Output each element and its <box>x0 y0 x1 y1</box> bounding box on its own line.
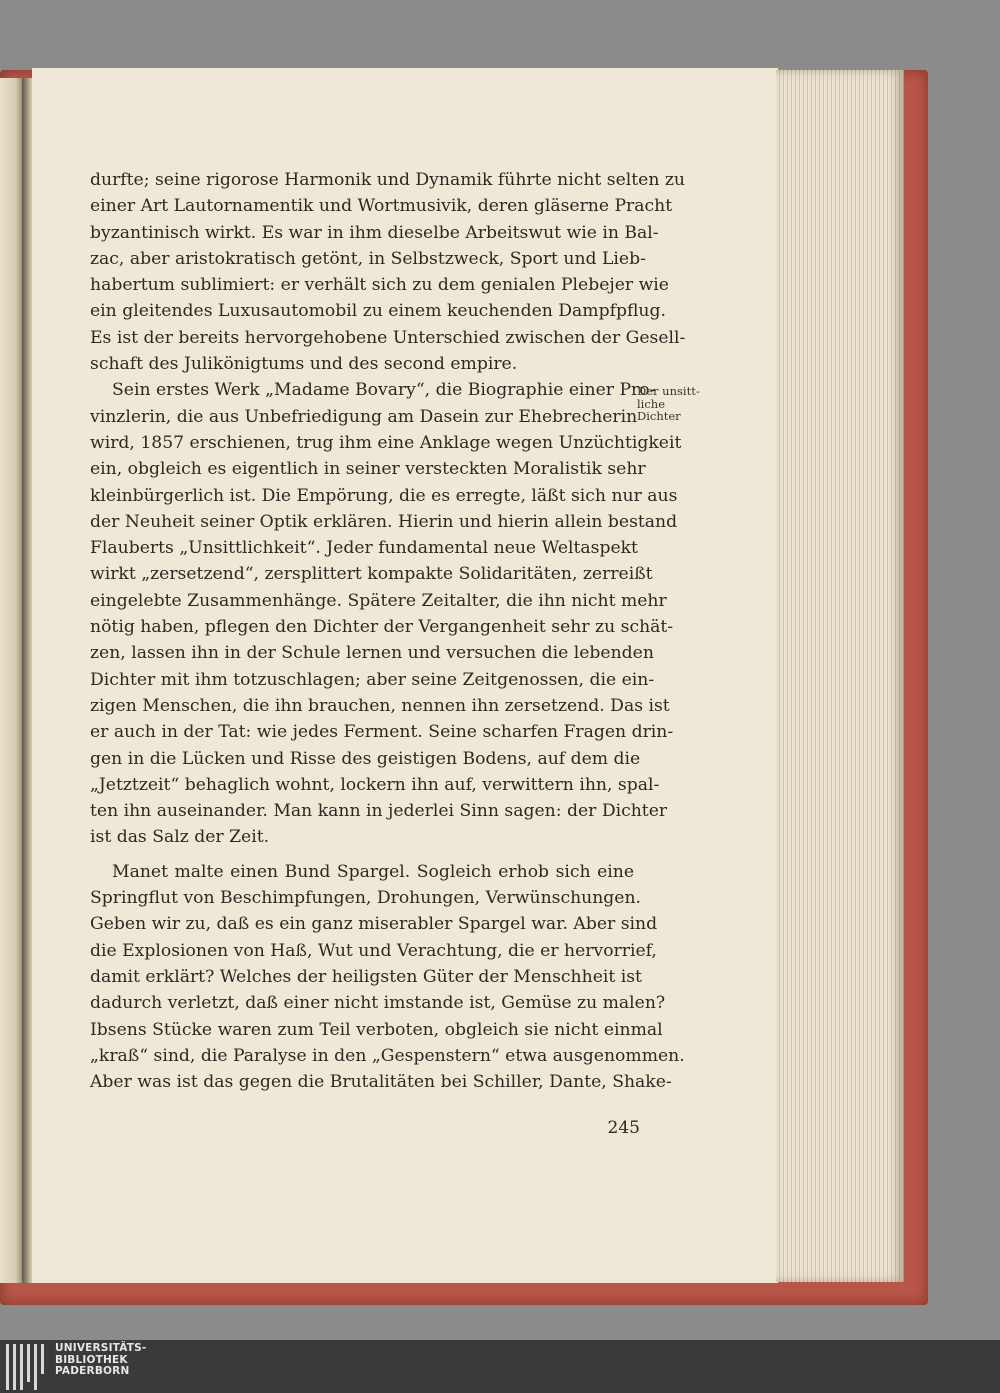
library-logo-icon <box>6 1344 46 1390</box>
page-number: 245 <box>607 1118 640 1138</box>
text-line: Es ist der bereits hervorgehobene Unterschied zwischen der Gesell- <box>90 327 686 348</box>
text-line: ein gleitendes Luxusautomobil zu einem keuchenden Dampfpflug. <box>90 301 666 322</box>
text-line: vinzlerin, die aus Unbefriedigung am Dasein zur Ehebrecherin <box>90 406 638 427</box>
text-line: durfte; seine rigorose Harmonik und Dynamik führte nicht selten zu <box>90 170 685 190</box>
left-page-edge <box>0 78 22 1283</box>
text-line: Springflut von Beschimpfungen, Drohungen, Verwünschungen. <box>90 888 641 909</box>
library-footer-bar <box>0 1340 1000 1393</box>
margin-note-line: Der unsitt- <box>637 384 700 398</box>
text-line: wird, 1857 erschienen, trug ihm eine Anklage wegen Unzüchtigkeit <box>90 432 682 453</box>
text-line: Geben wir zu, daß es ein ganz miserabler Spargel war. Aber sind <box>90 914 658 935</box>
text-line: byzantinisch wirkt. Es war in ihm dieselbe Arbeitswut wie in Bal- <box>90 222 659 243</box>
text-line: Sein erstes Werk „Madame Bovary“, die Biographie einer Pro- <box>112 380 656 401</box>
text-line: die Explosionen von Haß, Wut und Verachtung, die er hervorrief, <box>90 940 657 961</box>
text-line: wirkt „zersetzend“, zersplittert kompakte Solidaritäten, zerreißt <box>90 564 653 585</box>
library-logo-text <box>55 1343 146 1378</box>
text-line: eingelebte Zusammenhänge. Spätere Zeitalter, die ihn nicht mehr <box>90 590 667 611</box>
text-line: habertum sublimiert: er verhält sich zu dem genialen Plebejer wie <box>90 275 669 296</box>
text-line: Dichter mit ihm totzuschlagen; aber seine Zeitgenossen, die ein- <box>90 669 655 690</box>
text-line: zac, aber aristokratisch getönt, in Selbstzweck, Sport und Lieb- <box>90 248 646 269</box>
margin-note-line: liche <box>637 396 666 411</box>
text-line: „kraß“ sind, die Paralyse in den „Gespenstern“ etwa ausgenommen. <box>90 1045 685 1066</box>
text-line: „Jetztzeit“ behaglich wohnt, lockern ihn auf, verwittern ihn, spal- <box>90 774 660 795</box>
text-line: gen in die Lücken und Risse des geistigen Bodens, auf dem die <box>90 748 641 769</box>
logo-line: BIBLIOTHEK <box>55 1353 128 1366</box>
text-line: zen, lassen ihn in der Schule lernen und versuchen die lebenden <box>90 643 654 664</box>
text-line: Manet malte einen Bund Spargel. Sogleich erhob sich eine <box>112 861 634 882</box>
text-line: ten ihn auseinander. Man kann in jederlei Sinn sagen: der Dichter <box>90 801 668 822</box>
text-line: zigen Menschen, die ihn brauchen, nennen ihn zersetzend. Das ist <box>90 695 670 716</box>
text-line: nötig haben, pflegen den Dichter der Vergangenheit sehr zu schät- <box>90 617 674 638</box>
text-line: Aber was ist das gegen die Brutalitäten bei Schiller, Dante, Shake- <box>90 1072 672 1093</box>
text-line: er auch in der Tat: wie jedes Ferment. Seine scharfen Fragen drin- <box>90 722 674 743</box>
text-line: dadurch verletzt, daß einer nicht imstande ist, Gemüse zu malen? <box>90 993 666 1014</box>
logo-line: PADERBORN <box>55 1365 130 1377</box>
text-line: damit erklärt? Welches der heiligsten Güter der Menschheit ist <box>90 966 642 987</box>
text-line: Flauberts „Unsittlichkeit“. Jeder fundamental neue Weltaspekt <box>90 538 638 559</box>
text-line: ein, obgleich es eigentlich in seiner versteckten Moralistik sehr <box>90 459 646 480</box>
page-stack-edge <box>776 70 904 1282</box>
text-line: ist das Salz der Zeit. <box>90 827 270 848</box>
text-line: schaft des Julikönigtums und des second empire. <box>90 354 518 375</box>
text-line: Ibsens Stücke waren zum Teil verboten, obgleich sie nicht einmal <box>90 1019 663 1040</box>
text-line: kleinbürgerlich ist. Die Empörung, die es erregte, läßt sich nur aus <box>90 485 678 506</box>
margin-note-line: Dichter <box>637 409 681 423</box>
text-line: einer Art Lautornamentik und Wortmusivik, deren gläserne Pracht <box>90 196 673 217</box>
logo-line: UNIVERSITÄTS- <box>55 1342 147 1354</box>
text-line: der Neuheit seiner Optik erklären. Hierin und hierin allein bestand <box>90 511 678 532</box>
margin-note <box>637 385 717 423</box>
